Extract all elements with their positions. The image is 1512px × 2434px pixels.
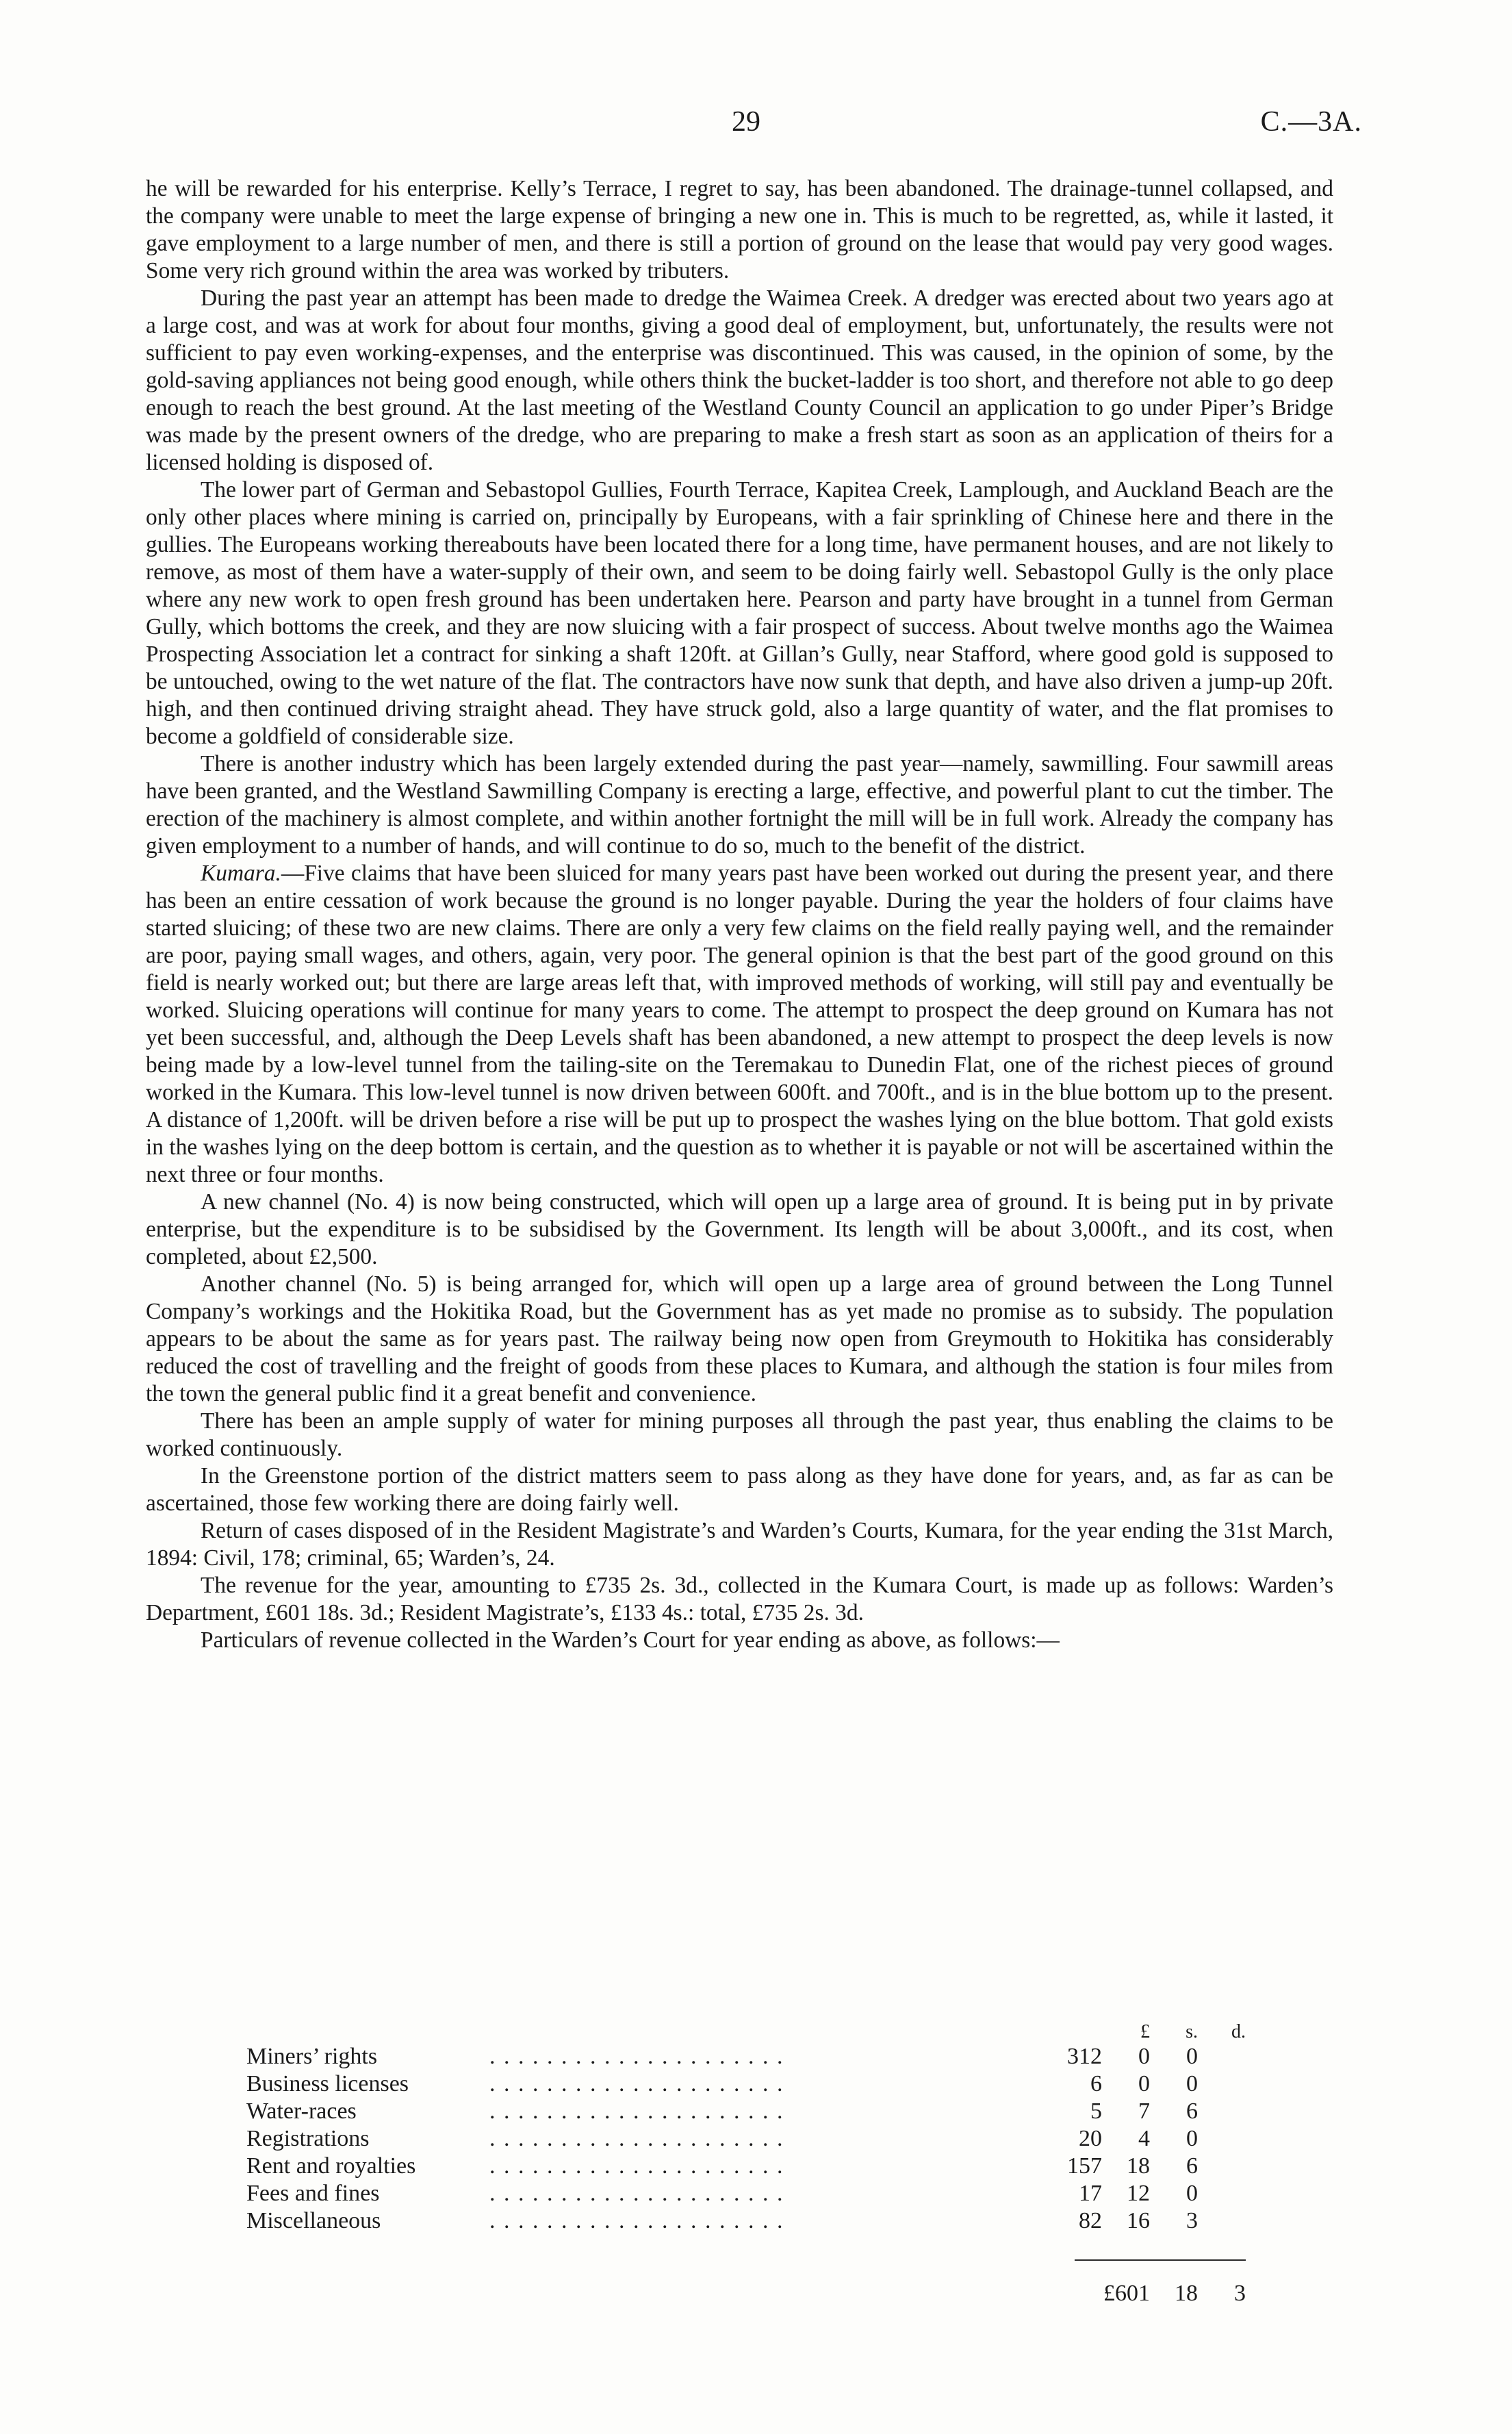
revenue-row — [246, 2070, 1246, 2098]
revenue-pence: 0 — [1186, 2126, 1198, 2151]
revenue-label: Miners’ rights — [246, 2044, 378, 2069]
revenue-row — [246, 2153, 1246, 2180]
revenue-pounds: 6 — [1090, 2071, 1102, 2096]
revenue-pence: 3 — [1186, 2208, 1198, 2233]
revenue-pence: 6 — [1186, 2099, 1198, 2124]
revenue-pounds: 20 — [1079, 2126, 1102, 2151]
leader-dots: . . . . . . . . . . . . . . . . . . . . . — [489, 2044, 784, 2069]
revenue-pounds: 17 — [1079, 2181, 1102, 2206]
revenue-pounds: 82 — [1079, 2208, 1102, 2233]
paragraph: There is another industry which has been largely extended during the past year—namely, sawmilling. Four sawmill areas have been granted, and the Westland Sawmilling Company is erecting a large, effective, and powerful plant to cut the timber. The erection of the machinery is almost complete, and within another fortnight the mill will be in full work. Already the company has given employment to a number of hands, and will continue to do so, much to the benefit of the district. — [146, 751, 1333, 859]
total-pence: 3 — [1234, 2281, 1246, 2306]
leader-dots: . . . . . . . . . . . . . . . . . . . . . — [489, 2099, 784, 2124]
page-number: 29 — [732, 106, 760, 138]
paragraph: Return of cases disposed of in the Resident Magistrate’s and Warden’s Courts, Kumara, for the year ending the 31st March, 1894: Civil, 178; criminal, 65; Warden’s, 24. — [146, 1518, 1333, 1571]
unit-pence: d. — [1231, 2021, 1246, 2042]
paragraph: Another channel (No. 5) is being arranged for, which will open up a large area of ground between the Long Tunnel Company’s workings and the Hokitika Road, but the Government has as yet made no promise as to subsidy. The population appears to be about the same as for years past. The railway being now open from Greymouth to Hokitika has considerably reduced the cost of travelling and the freight of goods from these places to Kumara, and although the station is four miles from the town the general public find it a great benefit and convenience. — [146, 1271, 1333, 1406]
body-text — [146, 175, 1333, 1654]
leader-dots: . . . . . . . . . . . . . . . . . . . . . — [489, 2126, 784, 2151]
paragraph-text: Five claims that have been sluiced for many years past have been worked out during the present year, and there has been an entire cessation of work because the ground is no longer payable. During the year the holders of four claims have started sluicing; of these two are new claims. There are only a very few claims on the field really paying well, and the remainder are poor, paying small wages, and others, again, very poor. The general opinion is that the best part of the good ground on this field is nearly worked out; but there are large areas left that, with improved methods of working, will still pay and eventually be worked. Sluicing operations will continue for many years to come. The attempt to prospect the deep ground on Kumara has not yet been successful, and, although the Deep Levels shaft has been abandoned, a new attempt to prospect the deep levels is now being made by a low-level tunnel from the tailing-site on the Teremakau to Dunedin Flat, one of the richest pieces of ground worked in the Kumara. This low-level tunnel is now driven between 600ft. and 700ft., and is in the blue bottom up to the present. A distance of 1,200ft. will be driven before a rise will be put up to prospect the washes lying on the blue bottom. That gold exists in the washes lying on the deep bottom is certain, and the question as to whether it is payable or not will be ascertained within the next three or four months. — [146, 861, 1333, 1187]
revenue-label: Rent and royalties — [246, 2153, 416, 2179]
revenue-shillings: 7 — [1138, 2099, 1150, 2124]
revenue-total — [246, 2280, 1246, 2307]
revenue-row — [246, 2207, 1246, 2235]
revenue-table — [246, 2023, 1246, 2307]
document-reference: C.—3A. — [1260, 106, 1362, 138]
leader-dots: . . . . . . . . . . . . . . . . . . . . . — [489, 2181, 784, 2206]
unit-shillings: s. — [1186, 2021, 1198, 2042]
revenue-label: Fees and fines — [246, 2181, 380, 2206]
revenue-shillings: 0 — [1138, 2044, 1150, 2069]
revenue-label: Water-races — [246, 2099, 357, 2124]
revenue-pence: 0 — [1186, 2044, 1198, 2069]
revenue-shillings: 12 — [1127, 2181, 1150, 2206]
revenue-pounds: 157 — [1067, 2153, 1102, 2179]
revenue-pounds: 5 — [1090, 2099, 1102, 2124]
revenue-pence: 0 — [1186, 2181, 1198, 2206]
revenue-row — [246, 2180, 1246, 2207]
revenue-label: Miscellaneous — [246, 2208, 381, 2233]
revenue-label: Registrations — [246, 2126, 370, 2151]
section-heading-kumara: Kumara. — [201, 861, 281, 886]
revenue-pounds: 312 — [1067, 2044, 1102, 2069]
paragraph: During the past year an attempt has been made to dredge the Waimea Creek. A dredger was erected about two years ago at a large cost, and was at work for about four months, giving a good deal of employment, but, unfortunately, the results were not sufficient to pay even working-expenses, and the enterprise was discontinued. This was caused, in the opinion of some, by the gold-saving appliances not being good enough, while others think the bucket-ladder is too short, and therefore not able to go deep enough to reach the best ground. At the last meeting of the Westland County Council an application to go under Piper’s Bridge was made by the present owners of the dredge, who are preparing to make a fresh start as soon as an application of theirs for a licensed holding is disposed of. — [146, 286, 1333, 475]
revenue-shillings: 18 — [1127, 2153, 1150, 2179]
revenue-shillings: 16 — [1127, 2208, 1150, 2233]
total-shillings: 18 — [1175, 2281, 1198, 2306]
revenue-row — [246, 2043, 1246, 2070]
unit-pounds: £ — [1140, 2021, 1150, 2042]
paragraph: There has been an ample supply of water for mining purposes all through the past year, thus enabling the claims to be worked continuously. — [146, 1408, 1333, 1461]
revenue-pence: 0 — [1186, 2071, 1198, 2096]
revenue-units-header — [246, 2023, 1246, 2042]
paragraph: Particulars of revenue collected in the Warden’s Court for year ending as above, as follows:— — [201, 1627, 1060, 1653]
leader-dots: . . . . . . . . . . . . . . . . . . . . . — [489, 2153, 784, 2179]
leader-dots: . . . . . . . . . . . . . . . . . . . . . — [489, 2071, 784, 2096]
paragraph-kumara: Kumara.—Five claims that have been sluiced for many years past have been worked out during the present year, and there has been an entire cessation of work because the ground is no longer payable. During the year the holders of four claims have started sluicing; of these two are new claims. There are only a very few claims on the field really paying well, and the remainder are poor, paying small wages, and others, again, very poor. The general opinion is that the best part of the good ground on this field is nearly worked out; but there are large areas left that, with improved methods of working, will still pay and eventually be worked. Sluicing operations will continue for many years to come. The attempt to prospect the deep ground on Kumara has not yet been successful, and, although the Deep Levels shaft has been abandoned, a new attempt to prospect the deep levels is now being made by a low-level tunnel from the tailing-site on the Teremakau to Dunedin Flat, one of the richest pieces of ground worked in the Kumara. This low-level tunnel is now driven between 600ft. and 700ft., and is in the blue bottom up to the present. A distance of 1,200ft. will be driven before a rise will be put up to prospect the washes lying on the blue bottom. That gold exists in the washes lying on the deep bottom is certain, and the question as to whether it is payable or not will be ascertained within the next three or four months. — [146, 861, 1333, 1187]
total-pounds: £601 — [1103, 2281, 1150, 2306]
paragraph: he will be rewarded for his enterprise. Kelly’s Terrace, I regret to say, has been abandoned. The drainage-tunnel collapsed, and the company were unable to meet the large expense of bringing a new one in. This is much to be regretted, as, while it lasted, it gave employment to a large number of men, and there is still a portion of ground on the lease that would pay very good wages. Some very rich ground within the area was worked by tributers. — [146, 176, 1333, 283]
revenue-row — [246, 2125, 1246, 2153]
paragraph: The revenue for the year, amounting to £735 2s. 3d., collected in the Kumara Court, is made up as follows: Warden’s Department, £601 18s. 3d.; Resident Magistrate’s, £133 4s.: total, £735 2s. 3d. — [146, 1573, 1333, 1625]
revenue-row — [246, 2098, 1246, 2125]
paragraph: In the Greenstone portion of the district matters seem to pass along as they have done for years, and, as far as can be ascertained, those few working there are doing fairly well. — [146, 1463, 1333, 1516]
revenue-shillings: 4 — [1138, 2126, 1150, 2151]
revenue-shillings: 0 — [1138, 2071, 1150, 2096]
paragraph: A new channel (No. 4) is now being constructed, which will open up a large area of ground. It is being put in by private enterprise, but the expenditure is to be subsidised by the Government. Its length will be about 3,000ft., and its cost, when completed, about £2,500. — [146, 1189, 1333, 1269]
total-rule — [1075, 2259, 1246, 2261]
revenue-label: Business licenses — [246, 2071, 409, 2096]
leader-dots: . . . . . . . . . . . . . . . . . . . . . — [489, 2208, 784, 2233]
paragraph: The lower part of German and Sebastopol Gullies, Fourth Terrace, Kapitea Creek, Lamplough, and Auckland Beach are the only other places where mining is carried on, principally by Europeans, with a fair sprinkling of Chinese here and there in the gullies. The Europeans working thereabouts have been located there for a long time, have permanent houses, and are not likely to remove, as most of them have a water-supply of their own, and seem to be doing fairly well. Sebastopol Gully is the only place where any new work to open fresh ground has been undertaken here. Pearson and party have brought in a tunnel from German Gully, which bottoms the creek, and they are now sluicing with a fair prospect of success. About twelve months ago the Waimea Prospecting Association let a contract for sinking a shaft 120ft. at Gillan’s Gully, near Stafford, where good gold is supposed to be untouched, owing to the wet nature of the flat. The contractors have now sunk that depth, and have also driven a jump-up 20ft. high, and then continued driving straight ahead. They have struck gold, also a large quantity of water, and the flat promises to become a goldfield of considerable size. — [146, 477, 1333, 749]
revenue-pence: 6 — [1186, 2153, 1198, 2179]
